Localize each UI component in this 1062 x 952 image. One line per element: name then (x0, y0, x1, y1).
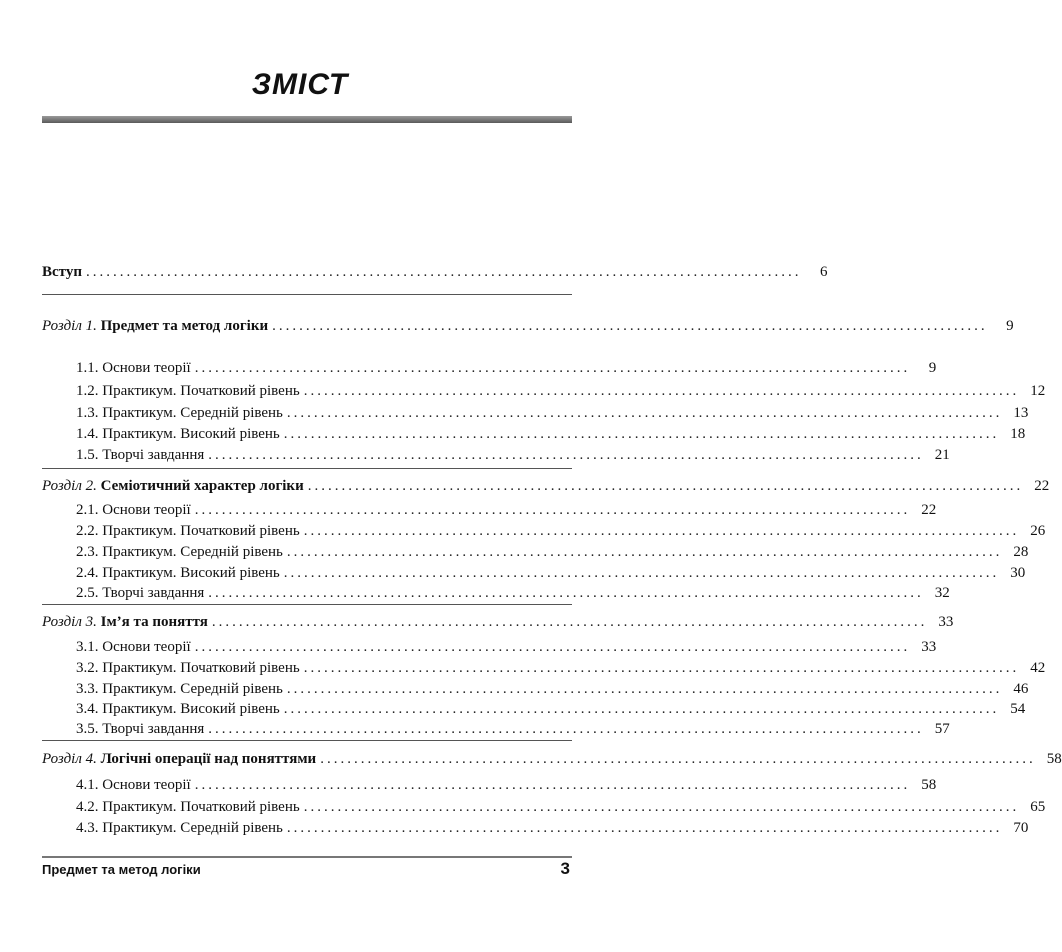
toc-entry-section[interactable] (76, 637, 937, 657)
toc-entry-section[interactable] (76, 542, 1029, 562)
page-number: 6 (819, 264, 828, 280)
page-number: 22 (1034, 478, 1050, 494)
leader-dots: .......................................................................................................... (85, 264, 802, 280)
page-number: 54 (1010, 701, 1026, 717)
toc-entry-section[interactable] (76, 424, 1026, 444)
toc-entry-section[interactable] (76, 358, 937, 378)
toc-entry-section[interactable] (76, 818, 1029, 838)
toc-entry-section[interactable] (76, 445, 950, 465)
chapter-title: Предмет та метод логіки (100, 318, 269, 334)
page-number: 18 (1010, 426, 1026, 442)
toc-entry-section[interactable] (76, 775, 937, 795)
intro-title: Вступ (42, 264, 82, 280)
section-title: 1.1. Основи теорії (76, 360, 191, 376)
section-title: 1.2. Практикум. Початковий рівень (76, 383, 300, 399)
toc-entry-section[interactable] (76, 500, 937, 520)
leader-dots: .......................................................................................................... (194, 360, 911, 376)
leader-dots: .......................................................................................................... (208, 721, 924, 737)
leader-dots: .......................................................................................................... (283, 701, 1000, 717)
toc-entry-section[interactable] (76, 521, 1046, 541)
page-number: 33 (921, 639, 937, 655)
leader-dots: .......................................................................................................... (286, 405, 1003, 421)
toc-entry-chapter-1[interactable] (42, 316, 1014, 336)
leader-dots: .......................................................................................................... (286, 544, 1003, 560)
leader-dots: .......................................................................................................... (307, 478, 1024, 494)
leader-dots: .......................................................................................................... (286, 681, 1003, 697)
section-title: 2.2. Практикум. Початковий рівень (76, 523, 300, 539)
toc-entry-section[interactable] (76, 583, 950, 603)
leader-dots: .......................................................................................................... (194, 777, 911, 793)
page-number: 21 (934, 447, 950, 463)
page-number: 13 (1013, 405, 1029, 421)
section-title: 1.3. Практикум. Середній рівень (76, 405, 283, 421)
section-divider (42, 604, 572, 605)
page-number: 22 (921, 502, 937, 518)
page-number: 9 (928, 360, 937, 376)
chapter-label: Розділ 1. (42, 318, 97, 334)
chapter-label: Розділ 3. (42, 614, 97, 630)
page-number: 58 (1046, 751, 1062, 767)
leader-dots: .......................................................................................................... (303, 523, 1020, 539)
toc-entry-section[interactable] (76, 797, 1046, 817)
page-number: 70 (1013, 820, 1029, 836)
leader-dots: .......................................................................................................... (208, 585, 924, 601)
section-divider (42, 740, 572, 741)
page-number: 9 (1006, 318, 1014, 334)
chapter-title: Ім’я та поняття (100, 614, 208, 630)
toc-entry-section[interactable] (76, 381, 1046, 401)
page-number: 30 (1010, 565, 1026, 581)
page-number: 57 (934, 721, 950, 737)
footer-divider (42, 856, 572, 858)
leader-dots: .......................................................................................................... (194, 639, 911, 655)
chapter-title: Логічні операції над поняттями (100, 751, 317, 767)
section-title: 1.4. Практикум. Високий рівень (76, 426, 280, 442)
section-title: 3.3. Практикум. Середній рівень (76, 681, 283, 697)
section-title: 3.4. Практикум. Високий рівень (76, 701, 280, 717)
toc-entry-chapter-2[interactable] (42, 476, 1050, 496)
section-title: 2.1. Основи теорії (76, 502, 191, 518)
page-number: 46 (1013, 681, 1029, 697)
section-title: 2.5. Творчі завдання (76, 585, 205, 601)
page-number: 12 (1030, 383, 1046, 399)
section-title: 2.4. Практикум. Високий рівень (76, 565, 280, 581)
page-number: 33 (938, 614, 954, 630)
chapter-label: Розділ 2. (42, 478, 97, 494)
leader-dots: .......................................................................................................... (211, 614, 928, 630)
page-number: 26 (1030, 523, 1046, 539)
leader-dots: .......................................................................................................... (194, 502, 911, 518)
section-title: 4.2. Практикум. Початковий рівень (76, 799, 300, 815)
leader-dots: .......................................................................................................... (303, 799, 1020, 815)
toc-entry-section[interactable] (76, 679, 1029, 699)
toc-entry-section[interactable] (76, 699, 1026, 719)
page-number: 65 (1030, 799, 1046, 815)
section-title: 3.2. Практикум. Початковий рівень (76, 660, 300, 676)
leader-dots: .......................................................................................................... (303, 383, 1020, 399)
chapter-title: Семіотичний характер логіки (100, 478, 304, 494)
chapter-label: Розділ 4. (42, 751, 97, 767)
leader-dots: .......................................................................................................... (272, 318, 988, 334)
page-number: 32 (934, 585, 950, 601)
toc-entry-chapter-3[interactable] (42, 612, 954, 632)
section-divider (42, 294, 572, 295)
page-number: 42 (1030, 660, 1046, 676)
leader-dots: .......................................................................................................... (283, 565, 1000, 581)
leader-dots: .......................................................................................................... (320, 751, 1036, 767)
section-title: 1.5. Творчі завдання (76, 447, 205, 463)
toc-entry-section[interactable] (76, 658, 1046, 678)
page-number: 28 (1013, 544, 1029, 560)
toc-entry-section[interactable] (76, 563, 1026, 583)
leader-dots: .......................................................................................................... (286, 820, 1003, 836)
section-title: 2.3. Практикум. Середній рівень (76, 544, 283, 560)
section-title: 4.3. Практикум. Середній рівень (76, 820, 283, 836)
section-title: 3.5. Творчі завдання (76, 721, 205, 737)
toc-entry-chapter-4[interactable] (42, 749, 1062, 769)
leader-dots: .......................................................................................................... (208, 447, 924, 463)
leader-dots: .......................................................................................................... (303, 660, 1020, 676)
toc-entry-intro[interactable] (42, 262, 828, 282)
toc-entry-section[interactable] (76, 719, 950, 739)
page-title: ЗМІСТ (251, 68, 349, 101)
section-title: 3.1. Основи теорії (76, 639, 191, 655)
toc-entry-section[interactable] (76, 403, 1029, 423)
section-title: 4.1. Основи теорії (76, 777, 191, 793)
footer-page-number: 3 (560, 859, 570, 878)
leader-dots: .......................................................................................................... (283, 426, 1000, 442)
section-divider (42, 468, 572, 469)
running-title: Предмет та метод логіки (42, 862, 201, 877)
page-number: 58 (921, 777, 937, 793)
